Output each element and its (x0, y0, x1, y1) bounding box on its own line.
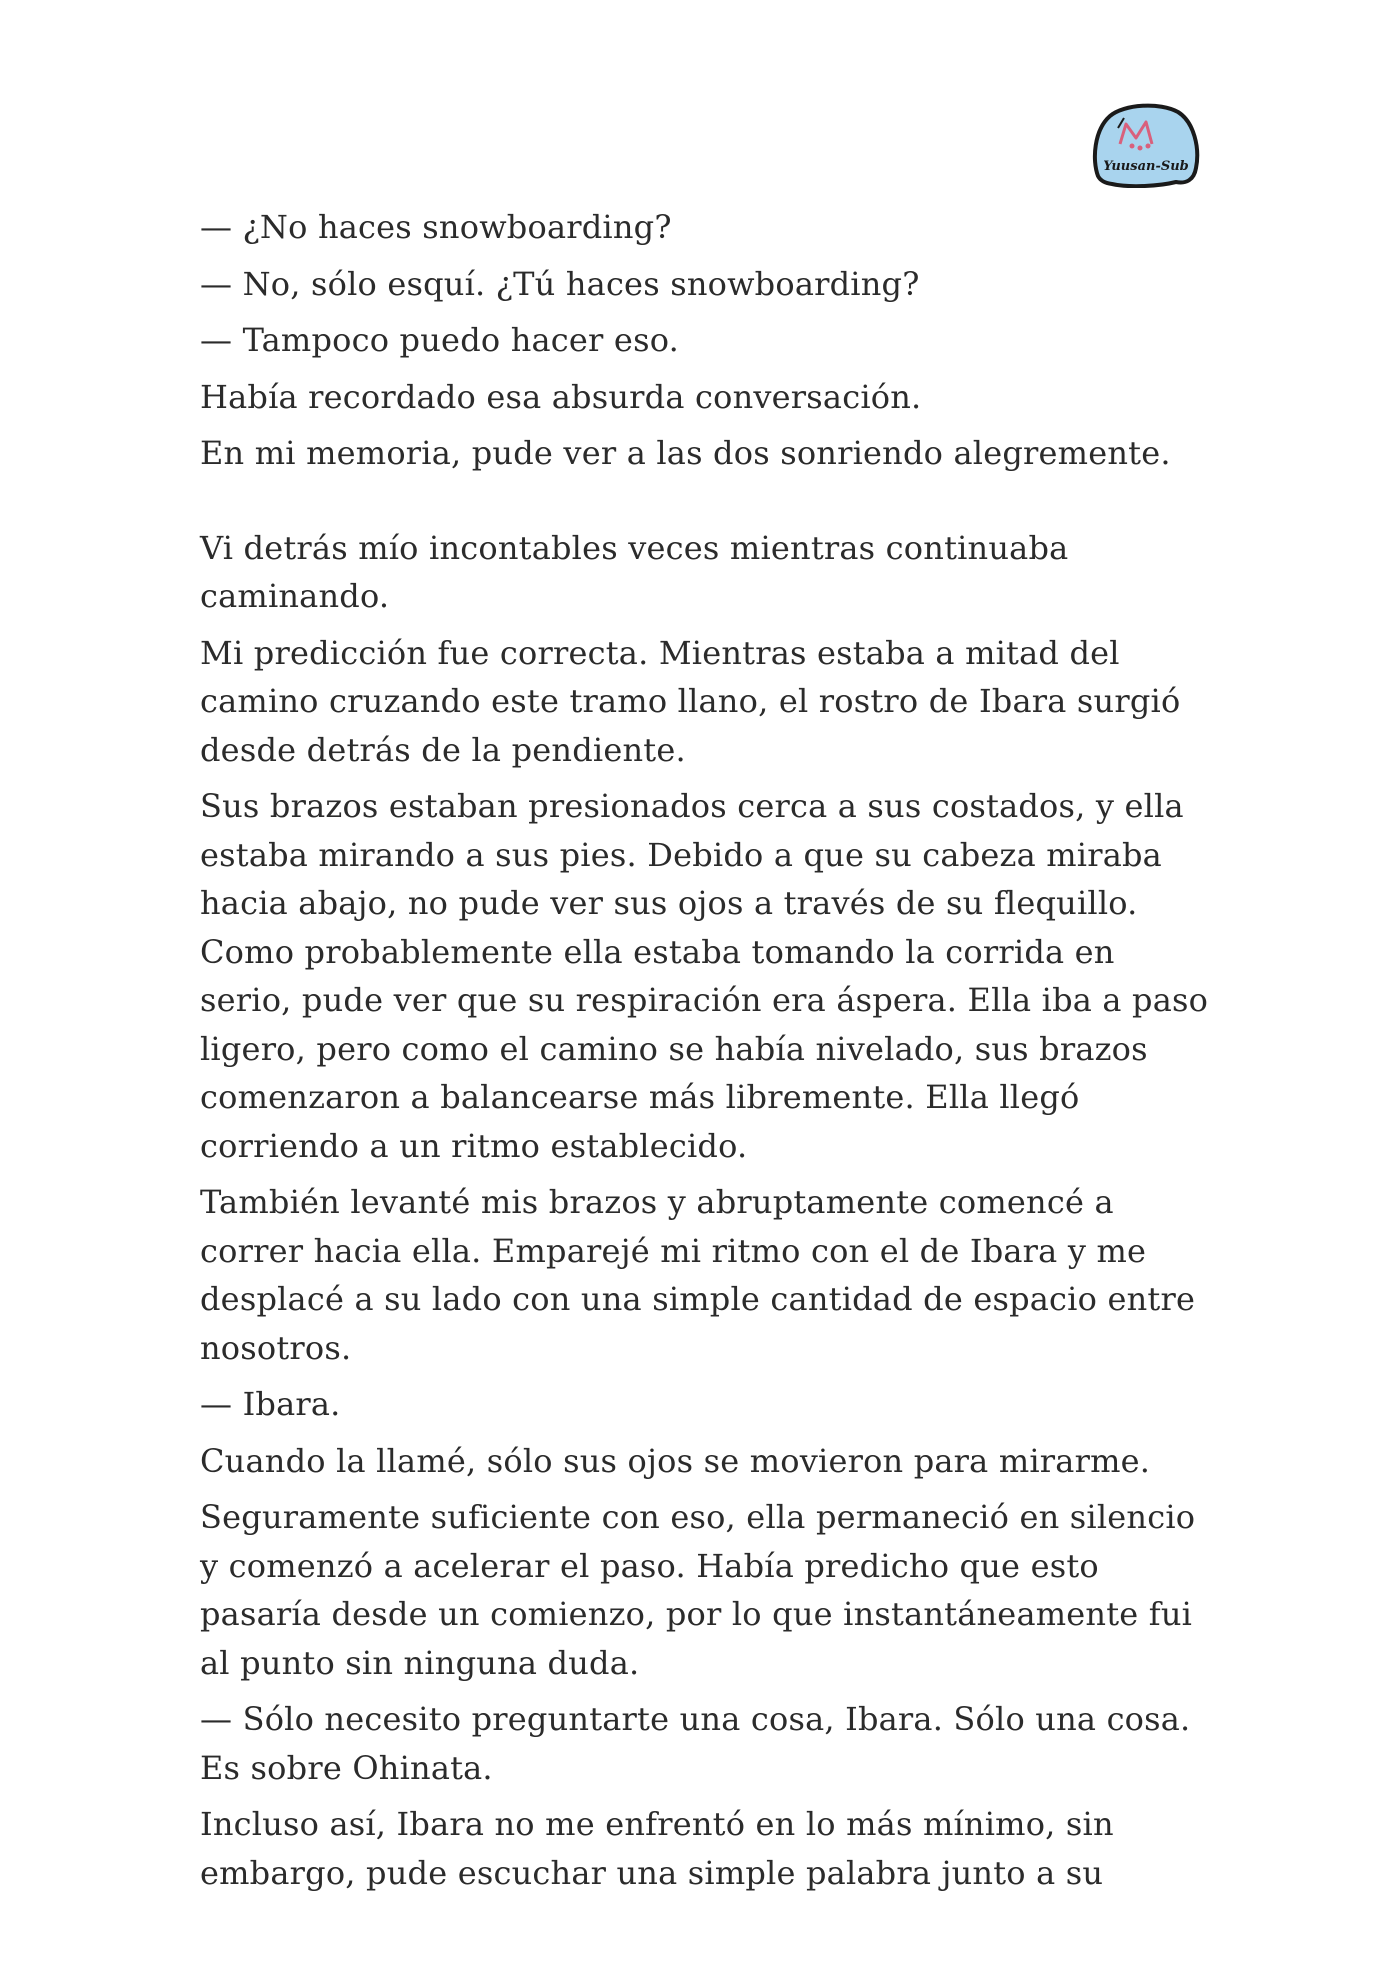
paragraph: Había recordado esa absurda conversación. (200, 377, 922, 416)
watermark-logo (1090, 100, 1202, 188)
paragraph: Incluso así, Ibara no me enfrentó en lo más mínimo, sin embargo, pude escuchar una simple palabra junto a su (200, 1805, 1114, 1892)
paragraph: Mi predicción fue correcta. Mientras estaba a mitad del camino cruzando este tramo llano, el rostro de Ibara surgió desde detrás de la pendiente. (200, 633, 1181, 769)
logo-badge-icon (1090, 100, 1202, 188)
paragraph: En mi memoria, pude ver a las dos sonriendo alegremente. (200, 434, 1171, 472)
paragraph: También levanté mis brazos y abruptamente comencé a correr hacia ella. Emparejé mi ritmo con el de Ibara y me desplacé a su lado con una simple cantidad de espacio entre nosotros. (200, 1183, 1196, 1367)
paragraph: Cuando la llamé, sólo sus ojos se movieron para mirarme. (200, 1441, 1151, 1480)
dialogue-line: — Tampoco puedo hacer eso. (200, 321, 679, 359)
paragraph: Sus brazos estaban presionados cerca a sus costados, y ella estaba mirando a sus pies. Debido a que su cabeza miraba hacia abajo, no pude ver sus ojos a través de su flequillo. Como probablemente ella estaba tomando la corrida en serio, pude ver que su respiración era áspera. Ella iba a paso ligero, pero como el camino se había nivelado, sus brazos comenzaron a balancearse más libremente. Ella llegó corriendo a un ritmo establecido. (200, 787, 1209, 1165)
paragraph: Vi detrás mío incontables veces mientras continuaba caminando. (200, 528, 1069, 615)
dialogue-line: — Sólo necesito preguntarte una cosa, Ibara. Sólo una cosa. Es sobre Ohinata. (200, 1700, 1191, 1787)
page-body (200, 203, 1210, 1905)
dialogue-line: — Ibara. (200, 1385, 341, 1423)
dialogue-line: — No, sólo esquí. ¿Tú haces snowboarding? (200, 264, 920, 303)
logo-text: Yuusan-Sub (1103, 159, 1189, 174)
paragraph: Seguramente suficiente con eso, ella permaneció en silencio y comenzó a acelerar el paso. Había predicho que esto pasaría desde un comienzo, por lo que instantáneamente fui al punto sin ninguna duda. (200, 1498, 1196, 1682)
dialogue-line: — ¿No haces snowboarding? (200, 208, 672, 246)
